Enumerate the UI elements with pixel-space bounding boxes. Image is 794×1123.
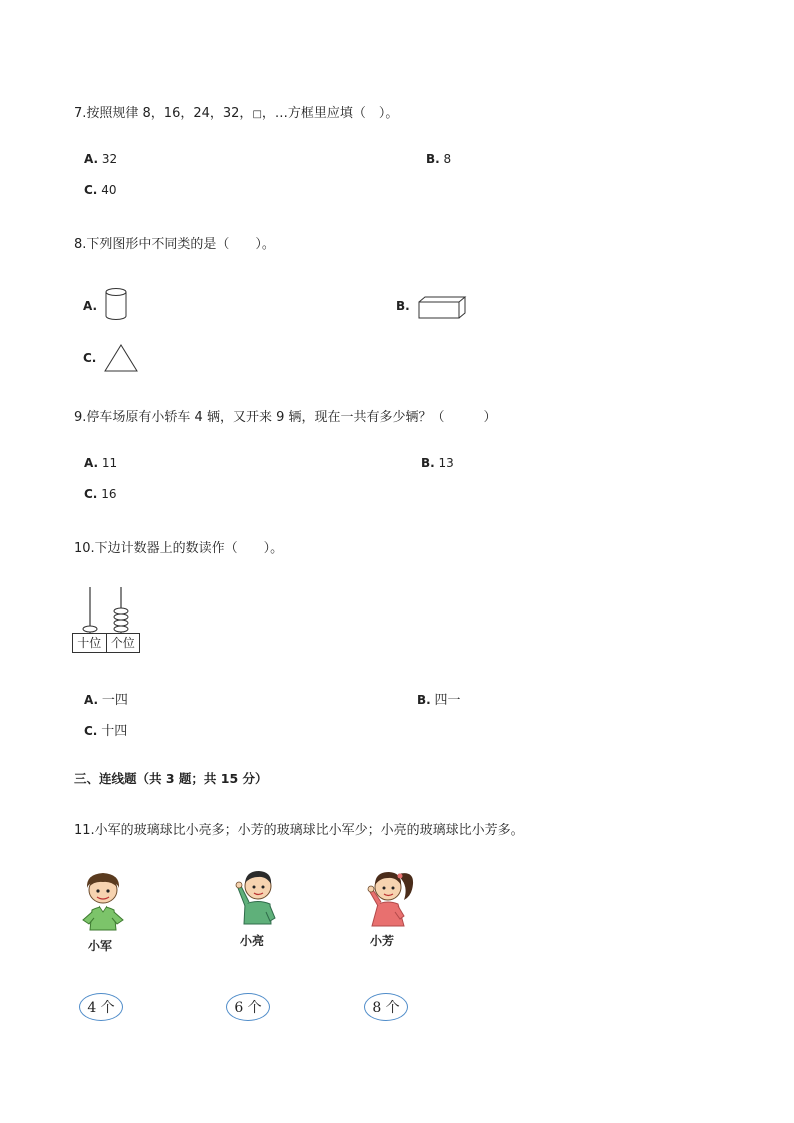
kid-name-xiaoliang: 小亮 [240, 934, 265, 948]
tens-place-label: 十位 [73, 634, 107, 652]
abacus-ones-bead [114, 614, 128, 620]
triangle-shape [103, 344, 139, 372]
abacus-place-labels [72, 633, 140, 653]
count-oval-4[interactable]: 4 个 [79, 993, 123, 1021]
q9-option-c[interactable]: C. 16 [84, 487, 117, 501]
q8-option-c[interactable]: C. [83, 351, 97, 365]
abacus-ones-bead [114, 608, 128, 614]
ones-place-label: 个位 [110, 636, 135, 650]
q10-option-a[interactable]: A. 一四 [84, 693, 128, 708]
question-7-stem: 7.按照规律 8，16，24，32，□，…方框里应填（ ）。 [74, 106, 399, 121]
q10-option-c[interactable]: C. 十四 [84, 724, 128, 739]
count-oval-6[interactable]: 6 个 [226, 993, 270, 1021]
kid-name-xiaofang: 小芳 [370, 934, 395, 948]
cuboid-shape [418, 296, 468, 320]
cylinder-shape [104, 287, 128, 321]
section-3-heading: 三、连线题（共 3 题；共 15 分） [74, 771, 268, 786]
question-10-stem: 10.下边计数器上的数读作（ ）。 [74, 541, 284, 556]
abacus-ones-bead [114, 620, 128, 626]
count-oval-8[interactable]: 8 个 [364, 993, 408, 1021]
boy-xiaojun-illustration [78, 870, 128, 936]
abacus-ones-bead [114, 626, 128, 632]
q7-option-a[interactable]: A. 32 [84, 152, 118, 166]
abacus-rods [72, 585, 140, 633]
q7-option-b[interactable]: B. 8 [426, 152, 452, 166]
question-8-stem: 8.下列图形中不同类的是（ ）。 [74, 237, 275, 252]
q10-option-b[interactable]: B. 四一 [417, 693, 461, 708]
q9-option-b[interactable]: B. 13 [421, 456, 454, 470]
kid-name-xiaojun: 小军 [88, 939, 113, 953]
q8-option-b[interactable]: B. [396, 299, 410, 313]
blank-box: □ [252, 109, 262, 120]
girl-xiaofang-illustration [360, 866, 418, 932]
question-11-stem: 11.小军的玻璃球比小亮多；小芳的玻璃球比小军少；小亮的玻璃球比小芳多。 [74, 823, 524, 838]
q9-option-a[interactable]: A. 11 [84, 456, 118, 470]
question-9-stem: 9.停车场原有小轿车 4 辆，又开来 9 辆，现在一共有多少辆？（ ） [74, 410, 497, 425]
abacus [72, 585, 140, 653]
boy-xiaoliang-illustration [230, 866, 278, 932]
q7-option-c[interactable]: C. 40 [84, 183, 117, 197]
abacus-tens-bead [83, 626, 97, 632]
q8-option-a[interactable]: A. [83, 299, 98, 313]
